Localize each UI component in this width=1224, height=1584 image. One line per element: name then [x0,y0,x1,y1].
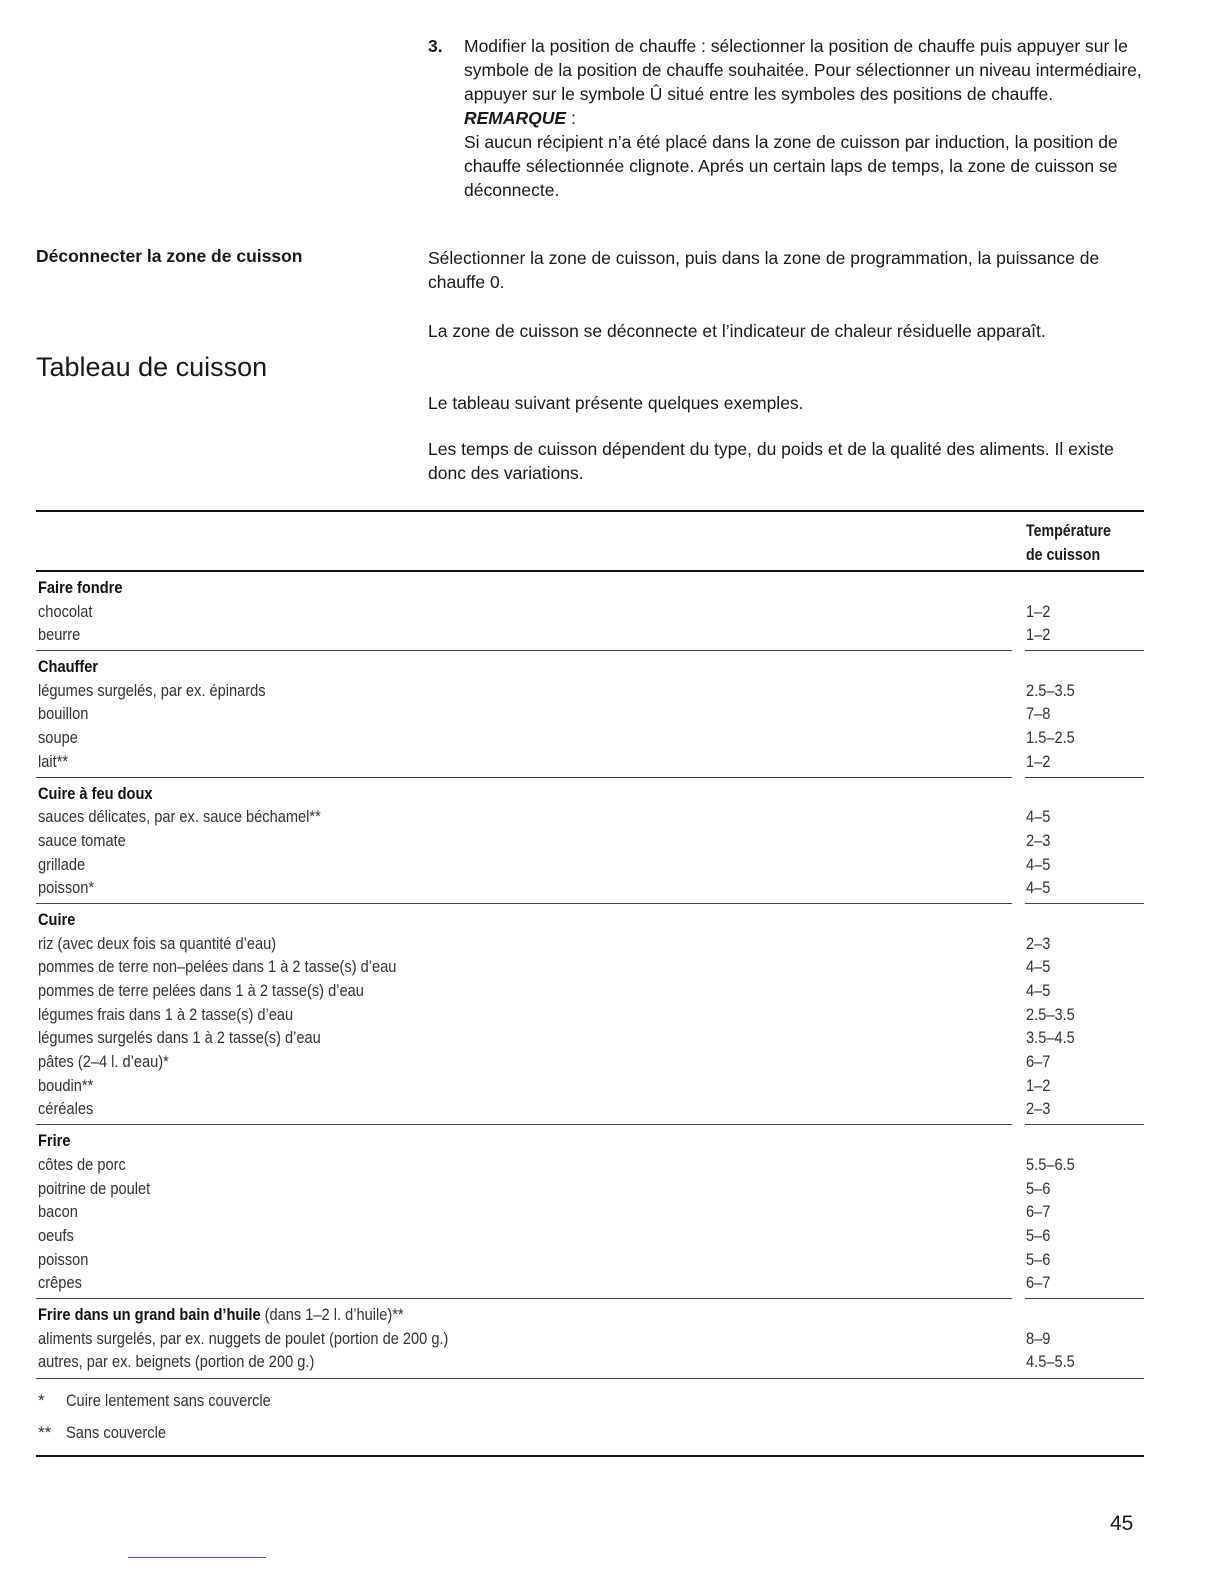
remark-label: REMARQUE [464,108,567,128]
table-row [36,979,1144,1003]
group-heading [38,655,98,679]
temperature-cell: 1–2 [1026,601,1051,621]
tableau-para-2: Les temps de cuisson dépendent du type, du poids et de la qualité des aliments. Il existe donc des variations. [428,439,1114,483]
group-heading [38,908,75,932]
food-cell: pommes de terre non–pelées dans 1 à 2 tasse(s) d’eau [38,957,397,977]
table-row [36,623,1144,647]
temperature-cell: 2.5–3.5 [1026,1004,1075,1024]
page-number: 45 [1110,1512,1134,1535]
temperature-cell: 2–3 [1026,830,1051,850]
table-row [36,1271,1144,1295]
table-group [36,572,1144,651]
table-body [36,572,1144,1378]
table-group [36,1299,1144,1378]
temperature-cell: 5–6 [1026,1178,1051,1198]
table-row [36,1200,1144,1224]
temperature-cell: 4–5 [1026,957,1051,977]
table-group [36,904,1144,1125]
step-number: 3. [428,36,443,56]
temperature-cell: 3.5–4.5 [1026,1028,1075,1048]
temperature-cell: 6–7 [1026,1052,1051,1072]
group-title: Cuire [38,909,76,929]
table-row [36,805,1144,829]
table-footnotes [36,1378,1144,1457]
deconnect-para-2: La zone de cuisson se déconnecte et l’indicateur de chaleur résiduelle apparaît. [428,321,1046,341]
food-cell: riz (avec deux fois sa quantité d’eau) [38,933,277,953]
group-heading-row [36,1129,1144,1153]
table-row [36,932,1144,956]
table-row [36,726,1144,750]
group-heading-row [36,655,1144,679]
group-heading [38,782,153,806]
table-row [36,600,1144,624]
food-cell: bacon [38,1202,78,1222]
group-heading [38,1303,404,1327]
table-row [36,1248,1144,1272]
table-row [36,1224,1144,1248]
food-cell: soupe [38,728,78,748]
tableau-para-1: Le tableau suivant présente quelques exemples. [428,393,804,413]
group-heading-row [36,782,1144,806]
table-row [36,853,1144,877]
section-title: Tableau de cuisson [36,352,268,382]
temperature-cell: 8–9 [1026,1328,1051,1348]
group-heading-row [36,908,1144,932]
temperature-cell: 4–5 [1026,981,1051,1000]
food-cell: légumes frais dans 1 à 2 tasse(s) d’eau [38,1004,294,1024]
food-cell: céréales [38,1099,94,1119]
cooking-table [36,510,1144,1457]
table-row [36,702,1144,726]
food-cell: boudin** [38,1075,94,1095]
temperature-cell: 7–8 [1026,704,1051,724]
footnote-mark: ** [38,1423,52,1442]
deconnect-heading: Déconnecter la zone de cuisson [36,246,303,266]
temperature-cell: 4–5 [1026,878,1051,898]
table-row [36,1003,1144,1027]
table-row [36,679,1144,703]
temperature-cell: 2–3 [1026,933,1051,953]
food-cell: crêpes [38,1273,82,1293]
food-cell: légumes surgelés dans 1 à 2 tasse(s) d’eau [38,1028,321,1048]
food-cell: poitrine de poulet [38,1178,151,1198]
food-cell: chocolat [38,601,93,621]
table-row [36,1050,1144,1074]
group-heading-row [36,1303,1144,1327]
step-text: Modifier la position de chauffe : sélectionner la position de chauffe puis appuyer sur le symbole de la position de chauffe souhaitée. Pour sélectionner un niveau intermédiaire, appuyer sur le symbole Û situé entre les symboles des positions de chauffe. [464,36,1142,104]
group-title: Frire dans un grand bain d’huile [38,1304,261,1324]
step-3 [428,34,1148,202]
food-cell: sauces délicates, par ex. sauce béchamel** [38,807,321,827]
table-row [36,1026,1144,1050]
temperature-cell: 1.5–2.5 [1026,728,1075,748]
footnote-text: Sans couvercle [66,1423,166,1442]
food-cell: beurre [38,625,81,645]
group-heading [38,1129,71,1153]
table-group [36,651,1144,777]
temperature-cell: 4–5 [1026,807,1051,827]
table-row [36,1153,1144,1177]
group-title: Chauffer [38,657,99,677]
remark-heading [464,106,1148,130]
table-row [36,1350,1144,1374]
group-title: Frire [38,1131,71,1151]
food-cell: autres, par ex. beignets (portion de 200 g.) [38,1352,315,1372]
food-cell: légumes surgelés, par ex. épinards [38,680,266,700]
temperature-cell: 1–2 [1026,1075,1051,1095]
food-cell: bouillon [38,704,89,724]
temperature-cell: 5.5–6.5 [1026,1154,1075,1174]
food-cell: poisson [38,1249,89,1269]
temperature-cell: 2–3 [1026,1099,1051,1119]
table-row [36,876,1144,900]
food-cell: sauce tomate [38,830,126,850]
remark-text: Si aucun récipient n’a été placé dans la zone de cuisson par induction, la position de chauffe sélectionnée clignote. Aprés un certain laps de temps, la zone de cuisson se déconnecte. [464,132,1118,200]
footnote [36,1417,1144,1449]
group-title: Cuire à feu doux [38,783,153,803]
footnote [36,1385,1144,1417]
temperature-header: Température de cuisson [1026,522,1111,564]
food-cell: pommes de terre pelées dans 1 à 2 tasse(s) d’eau [38,981,364,1000]
temperature-cell: 6–7 [1026,1202,1051,1222]
footnote-mark: * [38,1391,45,1410]
table-row [36,1327,1144,1351]
deconnect-para-1: Sélectionner la zone de cuisson, puis dans la zone de programmation, la puissance de chauffe 0. [428,248,1100,292]
table-row [36,1097,1144,1121]
table-row [36,1177,1144,1201]
temperature-cell: 2.5–3.5 [1026,680,1075,700]
food-cell: pâtes (2–4 l. d’eau)* [38,1052,169,1072]
temperature-cell: 5–6 [1026,1225,1051,1245]
temperature-cell: 4–5 [1026,854,1051,874]
bottom-rule [128,1557,266,1558]
group-title: Faire fondre [38,578,123,597]
table-header [36,512,1144,572]
temperature-cell: 1–2 [1026,751,1051,771]
table-group [36,778,1144,904]
table-row [36,1074,1144,1098]
temperature-cell: 4.5–5.5 [1026,1352,1075,1372]
group-heading-row [36,576,1144,600]
group-heading [38,576,122,600]
temperature-cell: 5–6 [1026,1249,1051,1269]
temperature-cell: 1–2 [1026,625,1051,645]
food-cell: oeufs [38,1225,74,1245]
group-note: (dans 1–2 l. d’huile)** [260,1304,404,1324]
remark-colon: : [566,108,576,128]
table-row [36,829,1144,853]
temperature-cell: 6–7 [1026,1273,1051,1293]
footnote-text: Cuire lentement sans couvercle [66,1391,271,1410]
food-cell: côtes de porc [38,1154,126,1174]
table-group [36,1125,1144,1299]
table-row [36,955,1144,979]
food-cell: poisson* [38,878,95,898]
table-row [36,750,1144,774]
food-cell: aliments surgelés, par ex. nuggets de poulet (portion de 200 g.) [38,1328,449,1348]
food-cell: lait** [38,751,69,771]
food-cell: grillade [38,854,86,874]
